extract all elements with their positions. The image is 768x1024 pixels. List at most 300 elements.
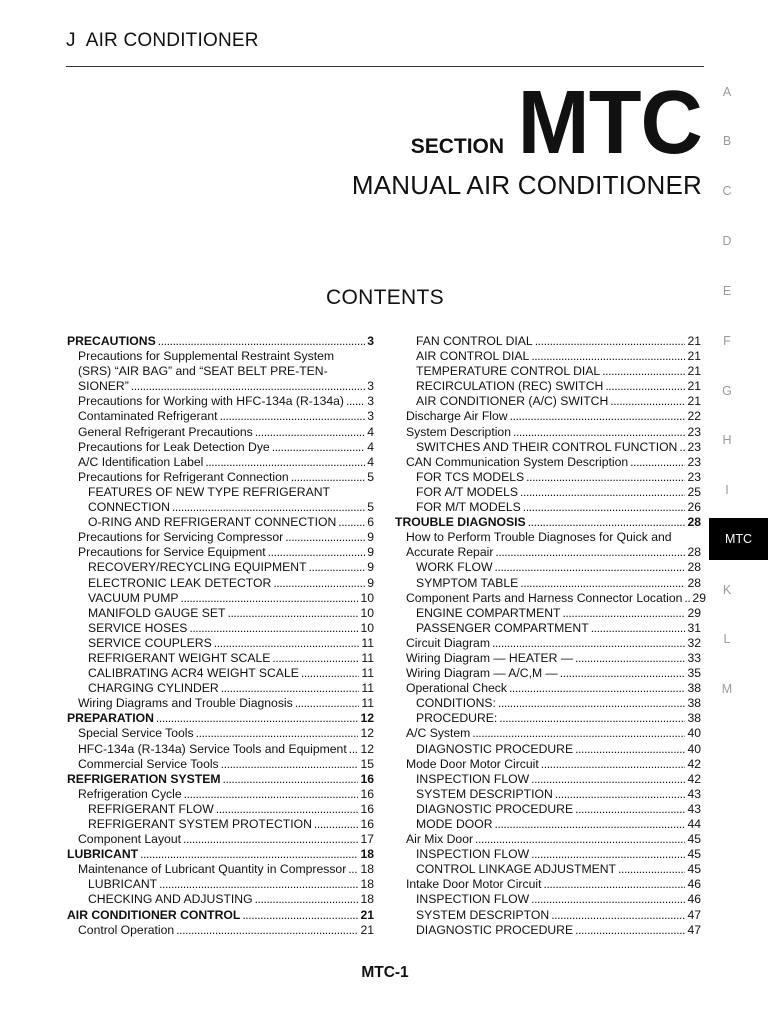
toc-entry-page: 31 xyxy=(687,620,701,635)
section-tab-b[interactable]: B xyxy=(722,134,732,148)
toc-entry-title: Precautions for Supplemental Restraint System xyxy=(78,349,335,364)
toc-dot-leader xyxy=(272,651,359,666)
toc-dot-leader xyxy=(268,545,366,560)
toc-entry-page: 26 xyxy=(687,500,701,515)
toc-entry-page: 21 xyxy=(687,379,701,394)
toc-entry-page: 5 xyxy=(367,500,374,515)
toc-entry[interactable] xyxy=(67,666,374,681)
toc-dot-leader xyxy=(575,923,685,938)
toc-dot-leader xyxy=(295,696,360,711)
toc-dot-leader xyxy=(510,409,686,424)
toc-dot-leader xyxy=(520,576,685,591)
section-tab-g[interactable]: G xyxy=(722,384,732,398)
toc-entry[interactable] xyxy=(395,923,701,938)
toc-entry-page: 47 xyxy=(687,907,701,922)
contents-heading: CONTENTS xyxy=(326,286,444,309)
header-divider xyxy=(66,66,704,67)
toc-entry[interactable] xyxy=(67,409,374,424)
toc-entry-title: A/C Identification Label xyxy=(78,454,204,469)
toc-entry-page: 45 xyxy=(687,832,701,847)
toc-entry[interactable] xyxy=(395,379,701,394)
section-tab-active[interactable]: MTC xyxy=(709,518,768,560)
toc-entry-title: CALIBRATING ACR4 WEIGHT SCALE xyxy=(88,666,299,681)
toc-entry[interactable] xyxy=(67,545,374,560)
toc-entry-page: 10 xyxy=(360,620,374,635)
toc-entry[interactable] xyxy=(395,394,701,409)
toc-entry[interactable] xyxy=(395,681,701,696)
toc-entry-page: 44 xyxy=(687,817,701,831)
toc-entry[interactable] xyxy=(395,908,701,923)
toc-entry-page: 5 xyxy=(367,469,374,484)
toc-entry-title: Air Mix Door xyxy=(406,832,474,847)
section-tab-e[interactable]: E xyxy=(722,284,732,298)
toc-entry-page: 3 xyxy=(367,334,374,348)
toc-entry-page: 6 xyxy=(367,515,374,530)
toc-entry[interactable] xyxy=(67,742,374,757)
toc-dot-leader xyxy=(618,862,685,877)
toc-entry-title: WORK FLOW xyxy=(416,560,493,575)
toc-entry[interactable] xyxy=(67,862,374,877)
toc-dot-leader xyxy=(531,772,685,787)
toc-entry-page: 21 xyxy=(687,349,701,364)
toc-entry-title: FEATURES OF NEW TYPE REFRIGERANT xyxy=(88,484,330,499)
toc-entry-page: 21 xyxy=(687,394,701,409)
toc-dot-leader xyxy=(630,455,685,470)
toc-entry-title: REFRIGERANT FLOW xyxy=(88,801,214,816)
toc-entry-title: CHARGING CYLINDER xyxy=(88,681,219,696)
toc-entry[interactable] xyxy=(395,877,701,892)
toc-dot-leader xyxy=(555,787,686,802)
section-tab-m[interactable]: M xyxy=(721,682,733,696)
toc-dot-leader xyxy=(591,621,686,636)
toc-entry-title: TEMPERATURE CONTROL DIAL xyxy=(416,364,601,379)
toc-entry-title: Wiring Diagrams and Trouble Diagnosis xyxy=(78,696,293,711)
toc-entry-title: Contaminated Refrigerant xyxy=(78,409,218,424)
toc-dot-leader xyxy=(140,847,358,862)
toc-entry[interactable] xyxy=(395,621,701,636)
toc-dot-leader xyxy=(285,530,365,545)
toc-entry[interactable] xyxy=(395,696,701,711)
toc-dot-leader xyxy=(575,651,685,666)
toc-entry-title: General Refrigerant Precautions xyxy=(78,424,253,439)
toc-entry-page: 21 xyxy=(687,364,701,379)
section-tab-i[interactable]: I xyxy=(725,483,729,497)
toc-entry[interactable] xyxy=(67,892,374,907)
toc-entry[interactable] xyxy=(395,832,701,847)
toc-entry-page: 10 xyxy=(360,605,374,620)
toc-entry[interactable] xyxy=(395,726,701,741)
toc-entry[interactable] xyxy=(67,394,374,409)
toc-dot-leader xyxy=(273,576,365,591)
toc-entry[interactable] xyxy=(395,500,701,515)
toc-entry-page: 40 xyxy=(687,741,701,756)
toc-entry[interactable] xyxy=(67,621,374,636)
section-tab-a[interactable]: A xyxy=(722,85,732,99)
toc-entry-page: 21 xyxy=(687,334,701,348)
toc-dot-leader xyxy=(492,636,685,651)
toc-entry-page: 23 xyxy=(687,454,701,469)
toc-entry-page: 18 xyxy=(360,892,374,907)
toc-dot-leader xyxy=(523,500,686,515)
toc-dot-leader xyxy=(535,334,686,349)
toc-dot-leader xyxy=(531,349,685,364)
toc-entry[interactable] xyxy=(395,560,701,575)
toc-entry-page: 29 xyxy=(687,605,701,620)
toc-entry[interactable] xyxy=(67,425,374,440)
toc-entry[interactable] xyxy=(67,877,374,892)
toc-entry-title: SIONER” xyxy=(78,379,129,394)
toc-entry[interactable] xyxy=(395,606,701,621)
toc-entry[interactable] xyxy=(67,455,374,470)
toc-entry-title: Precautions for Refrigerant Connection xyxy=(78,469,289,484)
toc-entry[interactable] xyxy=(67,696,374,711)
toc-entry-page: 21 xyxy=(360,922,374,937)
section-code: MTC xyxy=(517,73,702,173)
toc-entry-title: MODE DOOR xyxy=(416,817,493,831)
toc-entry-page: 18 xyxy=(360,862,374,877)
toc-entry[interactable] xyxy=(67,817,374,832)
toc-entry-title: Circuit Diagram xyxy=(406,635,490,650)
toc-entry[interactable] xyxy=(67,757,374,772)
toc-entry-page: 12 xyxy=(360,711,374,726)
toc-entry[interactable] xyxy=(67,364,374,379)
toc-dot-leader xyxy=(531,847,685,862)
toc-entry-title: DIAGNOSTIC PROCEDURE xyxy=(416,741,574,756)
toc-entry-title: Operational Check xyxy=(406,681,507,696)
toc-entry[interactable] xyxy=(395,666,701,681)
toc-dot-leader xyxy=(528,515,686,530)
toc-entry-page: 40 xyxy=(687,726,701,741)
toc-entry-page: 42 xyxy=(687,771,701,786)
toc-entry-page: 16 xyxy=(360,786,374,801)
toc-entry-page: 45 xyxy=(687,847,701,862)
toc-entry-title: Special Service Tools xyxy=(78,726,194,741)
toc-entry-page: 11 xyxy=(361,635,374,650)
toc-entry[interactable] xyxy=(67,379,374,394)
toc-entry[interactable] xyxy=(395,349,701,364)
toc-entry[interactable] xyxy=(395,364,701,379)
toc-entry[interactable] xyxy=(67,485,374,500)
toc-entry-title: How to Perform Trouble Diagnoses for Quick and xyxy=(406,530,672,545)
toc-entry-title: SYSTEM DESCRIPTION xyxy=(416,786,553,801)
toc-entry-title: Refrigeration Cycle xyxy=(78,786,182,801)
toc-entry-title: SWITCHES AND THEIR CONTROL FUNCTION xyxy=(416,439,678,454)
toc-entry-page: 25 xyxy=(687,484,701,499)
toc-entry-page: 9 xyxy=(367,545,374,560)
toc-dot-leader xyxy=(214,636,360,651)
toc-entry-title: SERVICE HOSES xyxy=(88,620,188,635)
toc-entry-title: Precautions for Service Equipment xyxy=(78,545,266,560)
toc-entry[interactable] xyxy=(395,802,701,817)
toc-dot-leader xyxy=(498,696,686,711)
toc-entry-page: 11 xyxy=(361,696,374,711)
toc-dot-leader xyxy=(348,862,358,877)
toc-entry[interactable] xyxy=(395,772,701,787)
toc-dot-leader xyxy=(349,742,359,757)
toc-entry-page: 16 xyxy=(360,801,374,816)
toc-entry[interactable] xyxy=(395,862,701,877)
toc-entry[interactable] xyxy=(395,334,701,349)
section-tab-d[interactable]: D xyxy=(722,234,732,248)
toc-entry-page: 9 xyxy=(367,530,374,545)
toc-entry-page: 17 xyxy=(360,832,374,847)
toc-dot-leader xyxy=(495,560,686,575)
toc-entry-title: REFRIGERATION SYSTEM xyxy=(67,771,221,786)
toc-dot-leader xyxy=(602,364,685,379)
toc-entry[interactable] xyxy=(395,817,701,832)
toc-entry-title: SYSTEM DESCRIPTON xyxy=(416,907,550,922)
toc-entry-title: Component Parts and Harness Connector Location xyxy=(406,590,683,605)
toc-entry[interactable] xyxy=(67,591,374,606)
toc-entry-page: 28 xyxy=(687,545,701,560)
toc-entry-title: DIAGNOSTIC PROCEDURE xyxy=(416,801,574,816)
toc-entry-title: Wiring Diagram — HEATER — xyxy=(406,650,574,665)
toc-entry[interactable] xyxy=(395,847,701,862)
toc-entry-title: System Description xyxy=(406,424,511,439)
toc-dot-leader xyxy=(520,485,685,500)
toc-dot-leader xyxy=(221,681,360,696)
toc-entry-title: CHECKING AND ADJUSTING xyxy=(88,892,253,907)
toc-entry-title: Mode Door Motor Circuit xyxy=(406,756,539,771)
toc-entry-page: 16 xyxy=(360,817,374,831)
toc-entry-title: PREPARATION xyxy=(67,711,154,726)
toc-entry-title: O-RING AND REFRIGERANT CONNECTION xyxy=(88,515,337,530)
toc-entry-page: 38 xyxy=(687,681,701,696)
toc-dot-leader xyxy=(562,606,685,621)
toc-entry[interactable] xyxy=(67,923,374,938)
toc-entry[interactable] xyxy=(395,636,701,651)
toc-entry[interactable] xyxy=(67,832,374,847)
toc-entry[interactable] xyxy=(395,711,701,726)
toc-entry-title: TROUBLE DIAGNOSIS xyxy=(395,515,526,530)
toc-entry-page: 43 xyxy=(687,786,701,801)
toc-entry[interactable] xyxy=(67,606,374,621)
toc-dot-leader xyxy=(475,832,685,847)
toc-entry-page: 11 xyxy=(361,650,374,665)
toc-entry-page: 47 xyxy=(687,922,701,937)
toc-entry-page: 10 xyxy=(360,590,374,605)
toc-entry[interactable] xyxy=(67,560,374,575)
toc-entry[interactable] xyxy=(67,847,374,862)
toc-entry-title: LUBRICANT xyxy=(67,847,139,862)
toc-entry[interactable] xyxy=(67,772,374,787)
toc-entry[interactable] xyxy=(395,757,701,772)
toc-entry-page: 16 xyxy=(360,771,374,786)
toc-entry-page: 43 xyxy=(687,801,701,816)
toc-dot-leader xyxy=(172,500,365,515)
toc-entry[interactable] xyxy=(395,545,701,560)
toc-entry-title: AIR CONTROL DIAL xyxy=(416,349,530,364)
toc-entry[interactable] xyxy=(67,636,374,651)
toc-dot-leader xyxy=(301,666,359,681)
toc-entry[interactable] xyxy=(67,334,374,349)
toc-entry-title: DIAGNOSTIC PROCEDURE xyxy=(416,922,574,937)
section-tab-k[interactable]: K xyxy=(722,583,732,597)
toc-entry-page: 9 xyxy=(367,575,374,590)
toc-entry-title: Wiring Diagram — A/C,M — xyxy=(406,666,558,681)
toc-entry-page: 3 xyxy=(367,394,374,409)
toc-dot-leader xyxy=(560,666,686,681)
toc-entry[interactable] xyxy=(395,515,701,530)
toc-entry[interactable] xyxy=(395,787,701,802)
toc-entry[interactable] xyxy=(67,726,374,741)
toc-dot-leader xyxy=(272,440,366,455)
toc-entry-title: Intake Door Motor Circuit xyxy=(406,877,542,892)
toc-entry-page: 45 xyxy=(687,862,701,877)
toc-entry-page: 28 xyxy=(687,560,701,575)
toc-entry-title: MANIFOLD GAUGE SET xyxy=(88,605,226,620)
toc-entry-page: 18 xyxy=(360,847,374,862)
toc-entry[interactable] xyxy=(67,500,374,515)
toc-entry-title: INSPECTION FLOW xyxy=(416,847,530,862)
toc-dot-leader xyxy=(346,394,365,409)
toc-entry[interactable] xyxy=(67,802,374,817)
toc-entry-title: REFRIGERANT WEIGHT SCALE xyxy=(88,650,271,665)
toc-dot-leader xyxy=(255,425,365,440)
toc-entry[interactable] xyxy=(67,651,374,666)
toc-dot-leader xyxy=(242,908,358,923)
toc-entry-page: 4 xyxy=(367,424,374,439)
group-title: AIR CONDITIONER xyxy=(85,30,259,51)
toc-entry[interactable] xyxy=(67,681,374,696)
toc-dot-leader xyxy=(575,802,685,817)
toc-dot-leader xyxy=(684,591,690,606)
toc-entry-page: 32 xyxy=(687,635,701,650)
toc-entry-page: 18 xyxy=(360,877,374,892)
toc-entry[interactable] xyxy=(67,349,374,364)
toc-entry-title: PRECAUTIONS xyxy=(67,334,156,348)
toc-entry-page: 33 xyxy=(687,650,701,665)
toc-entry-title: A/C System xyxy=(406,726,471,741)
toc-entry-title: RECOVERY/RECYCLING EQUIPMENT xyxy=(88,560,307,575)
toc-column-left xyxy=(67,334,374,938)
toc-entry-title: ENGINE COMPARTMENT xyxy=(416,605,561,620)
section-word: SECTION xyxy=(410,135,505,158)
toc-dot-leader xyxy=(220,409,366,424)
toc-entry-title: Precautions for Working with HFC-134a (R-134a) xyxy=(78,394,344,409)
toc-entry-title: INSPECTION FLOW xyxy=(416,771,530,786)
toc-entry-page: 12 xyxy=(360,741,374,756)
toc-dot-leader xyxy=(196,726,359,741)
toc-entry-page: 46 xyxy=(687,892,701,907)
toc-entry-title: AIR CONDITIONER (A/C) SWITCH xyxy=(416,394,609,409)
toc-dot-leader xyxy=(176,923,358,938)
toc-dot-leader xyxy=(605,379,685,394)
toc-entry[interactable] xyxy=(395,485,701,500)
toc-entry-title: SERVICE COUPLERS xyxy=(88,635,212,650)
toc-entry-page: 23 xyxy=(687,439,701,454)
section-tab-f[interactable]: F xyxy=(723,334,731,348)
toc-entry-page: 11 xyxy=(361,681,374,696)
toc-entry-page: 42 xyxy=(687,756,701,771)
toc-dot-leader xyxy=(221,757,359,772)
toc-entry[interactable] xyxy=(67,787,374,802)
toc-dot-leader xyxy=(495,545,685,560)
toc-entry-title: SYMPTOM TABLE xyxy=(416,575,519,590)
toc-entry-title: Control Operation xyxy=(78,922,175,937)
toc-entry[interactable] xyxy=(67,908,374,923)
toc-entry[interactable] xyxy=(395,455,701,470)
toc-entry-title: Discharge Air Flow xyxy=(406,409,508,424)
toc-dot-leader xyxy=(541,757,686,772)
group-header xyxy=(66,30,259,52)
toc-entry-title: INSPECTION FLOW xyxy=(416,892,530,907)
section-tab-l[interactable]: L xyxy=(723,632,731,646)
toc-entry-title: RECIRCULATION (REC) SWITCH xyxy=(416,379,604,394)
toc-dot-leader xyxy=(338,515,365,530)
toc-entry[interactable] xyxy=(395,742,701,757)
toc-entry[interactable] xyxy=(395,590,706,606)
toc-entry-title: Accurate Repair xyxy=(406,545,494,560)
toc-entry-title: PASSENGER COMPARTMENT xyxy=(416,620,589,635)
toc-entry[interactable] xyxy=(395,425,701,440)
toc-dot-leader xyxy=(158,334,366,349)
group-letter: J xyxy=(66,30,76,51)
toc-entry[interactable] xyxy=(395,470,701,485)
toc-dot-leader xyxy=(610,394,685,409)
toc-dot-leader xyxy=(551,908,685,923)
toc-entry-page: 12 xyxy=(360,726,374,741)
toc-entry-title: ELECTRONIC LEAK DETECTOR xyxy=(88,575,272,590)
toc-entry[interactable] xyxy=(395,651,701,666)
toc-dot-leader xyxy=(205,455,365,470)
toc-dot-leader xyxy=(495,817,686,832)
toc-entry[interactable] xyxy=(67,470,374,485)
toc-entry[interactable] xyxy=(395,892,701,907)
section-tab-h[interactable]: H xyxy=(722,433,732,447)
toc-entry[interactable] xyxy=(67,530,374,545)
toc-entry-title: HFC-134a (R-134a) Service Tools and Equipment xyxy=(78,741,347,756)
toc-entry-title: (SRS) “AIR BAG” and “SEAT BELT PRE-TEN- xyxy=(78,364,328,379)
toc-dot-leader xyxy=(131,379,365,394)
toc-dot-leader xyxy=(184,787,359,802)
toc-entry-page: 22 xyxy=(687,409,701,424)
toc-entry-page: 3 xyxy=(367,409,374,424)
toc-entry-title: Component Layout xyxy=(78,832,181,847)
section-heading xyxy=(410,73,702,173)
toc-dot-leader xyxy=(255,892,359,907)
toc-entry[interactable] xyxy=(395,530,701,545)
toc-entry-page: 15 xyxy=(360,756,374,771)
toc-dot-leader xyxy=(222,772,358,787)
toc-entry[interactable] xyxy=(67,711,374,726)
toc-entry-title: REFRIGERANT SYSTEM PROTECTION xyxy=(88,817,312,831)
toc-dot-leader xyxy=(309,560,366,575)
toc-entry[interactable] xyxy=(67,576,374,591)
toc-entry[interactable] xyxy=(67,440,374,455)
toc-entry-page: 21 xyxy=(360,907,374,922)
toc-entry-page: 4 xyxy=(367,439,374,454)
toc-dot-leader xyxy=(472,726,685,741)
toc-entry[interactable] xyxy=(395,440,701,455)
toc-entry[interactable] xyxy=(67,515,374,530)
toc-entry-title: FOR M/T MODELS xyxy=(416,500,521,515)
toc-entry-title: CONTROL LINKAGE ADJUSTMENT xyxy=(416,862,616,877)
toc-entry[interactable] xyxy=(395,409,701,424)
toc-dot-leader xyxy=(499,711,685,726)
toc-entry-page: 29 xyxy=(692,590,706,605)
toc-entry[interactable] xyxy=(395,576,701,591)
toc-entry-title: LUBRICANT xyxy=(88,877,158,892)
toc-entry-title: Maintenance of Lubricant Quantity in Compressor xyxy=(78,862,347,877)
toc-entry-page: 4 xyxy=(367,454,374,469)
toc-dot-leader xyxy=(575,742,685,757)
toc-dot-leader xyxy=(216,802,359,817)
section-tab-c[interactable]: C xyxy=(722,184,732,198)
toc-entry-title: Commercial Service Tools xyxy=(78,756,219,771)
toc-entry-title: FOR TCS MODELS xyxy=(416,469,525,484)
toc-column-right xyxy=(395,334,706,938)
